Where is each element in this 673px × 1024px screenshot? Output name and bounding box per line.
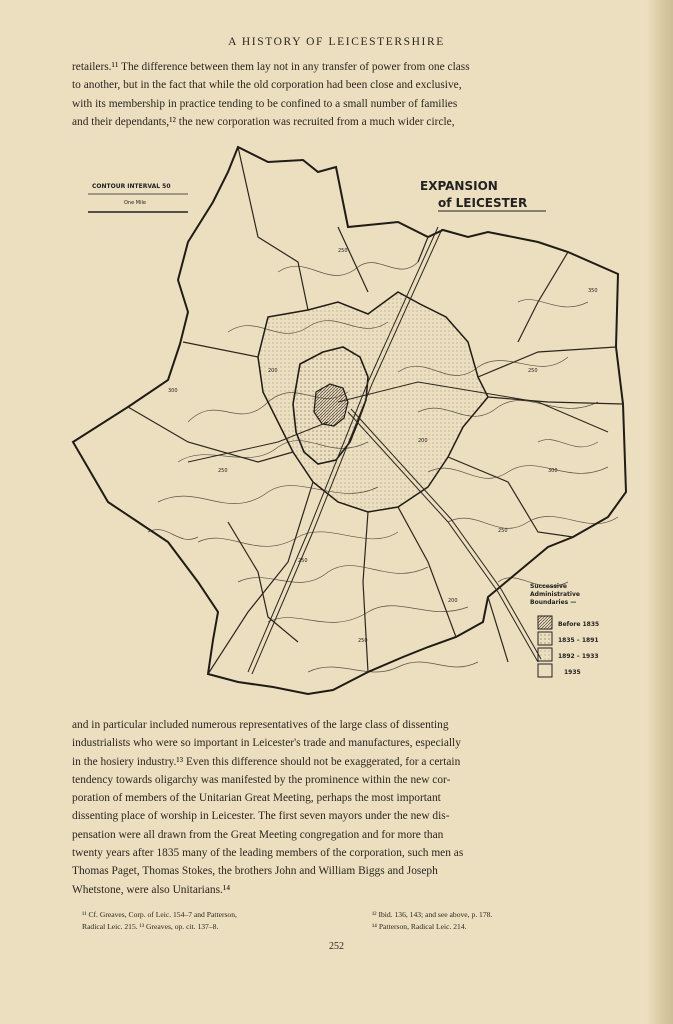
text-line: Whetstone, were also Unitarians.¹⁴: [72, 883, 231, 896]
expansion-map: [68, 142, 633, 702]
footnotes-left: [82, 909, 237, 933]
text-line: industrialists who were so important in Leicester's trade and manufactures, especially: [72, 737, 461, 750]
text-line: tendency towards oligarchy was manifested by the prominence within the new cor-: [72, 773, 451, 786]
text-line: dissenting place of worship in Leicester. The first seven mayors under the new dis-: [72, 810, 450, 823]
paragraph-top: [72, 58, 623, 131]
svg-text:250: 250: [358, 638, 368, 644]
text-line: Thomas Paget, Thomas Stokes, the brothers John and William Biggs and Joseph: [72, 865, 438, 878]
scale-label: CONTOUR INTERVAL 50: [92, 183, 171, 190]
legend-entry: Before 1835: [558, 621, 600, 628]
legend-entry: 1835 – 1891: [558, 637, 599, 644]
map-legend: [530, 583, 599, 677]
svg-text:200: 200: [268, 368, 278, 374]
legend-entry: 1935: [564, 669, 581, 676]
svg-text:250: 250: [298, 558, 308, 564]
footnote: ¹⁴ Patterson, Radical Leic. 214.: [372, 922, 467, 931]
svg-text:200: 200: [418, 438, 428, 444]
text-line: with its membership in practice tending to be confined to a small number of families: [72, 97, 458, 110]
svg-text:250: 250: [498, 528, 508, 534]
map-title-line2: of LEICESTER: [438, 196, 528, 210]
legend-title-1: Successive: [530, 583, 567, 590]
footnote: ¹¹ Cf. Greaves, Corp. of Leic. 154–7 and Patterson,: [82, 910, 237, 919]
svg-text:250: 250: [218, 468, 228, 474]
text-line: and in particular included numerous representatives of the large class of dissenting: [72, 719, 449, 731]
text-line: pensation were all drawn from the Great Meeting congregation and for more than: [72, 828, 444, 841]
scale-unit: One Mile: [124, 200, 146, 206]
footnote: ¹² Ibid. 136, 143; and see above, p. 178.: [372, 910, 493, 919]
svg-text:300: 300: [168, 388, 178, 394]
text-line: retailers.¹¹ The difference between them lay not in any transfer of power from one class: [72, 61, 470, 73]
text-line: and their dependants,¹² the new corporation was recruited from a much wider circle,: [72, 115, 455, 128]
boundary-1892-1933: [258, 292, 488, 512]
paragraph-bottom: [72, 716, 623, 899]
svg-text:250: 250: [528, 368, 538, 374]
text-line: in the hosiery industry.¹³ Even this difference should not be exaggerated, for a certain: [72, 755, 461, 768]
legend-entry: 1892 – 1933: [558, 653, 599, 660]
legend-title-3: Boundaries —: [530, 599, 577, 606]
svg-text:350: 350: [588, 288, 598, 294]
svg-text:300: 300: [548, 468, 558, 474]
footnotes-right: [372, 909, 492, 933]
svg-text:200: 200: [448, 598, 458, 604]
page-number: 252: [329, 941, 344, 952]
map-title-line1: EXPANSION: [420, 179, 498, 193]
running-head: A HISTORY OF LEICESTERSHIRE: [228, 36, 445, 48]
legend-title-2: Administrative: [530, 591, 580, 598]
text-line: poration of members of the Unitarian Great Meeting, perhaps the most important: [72, 792, 441, 805]
text-line: to another, but in the fact that while the old corporation had been close and exclusive,: [72, 79, 462, 92]
svg-text:250: 250: [338, 248, 348, 254]
page-spine-shadow: [647, 0, 673, 1024]
footnote: Radical Leic. 215. ¹³ Greaves, op. cit. 137–8.: [82, 922, 219, 931]
text-line: twenty years after 1835 many of the leading members of the corporation, such men as: [72, 847, 464, 860]
